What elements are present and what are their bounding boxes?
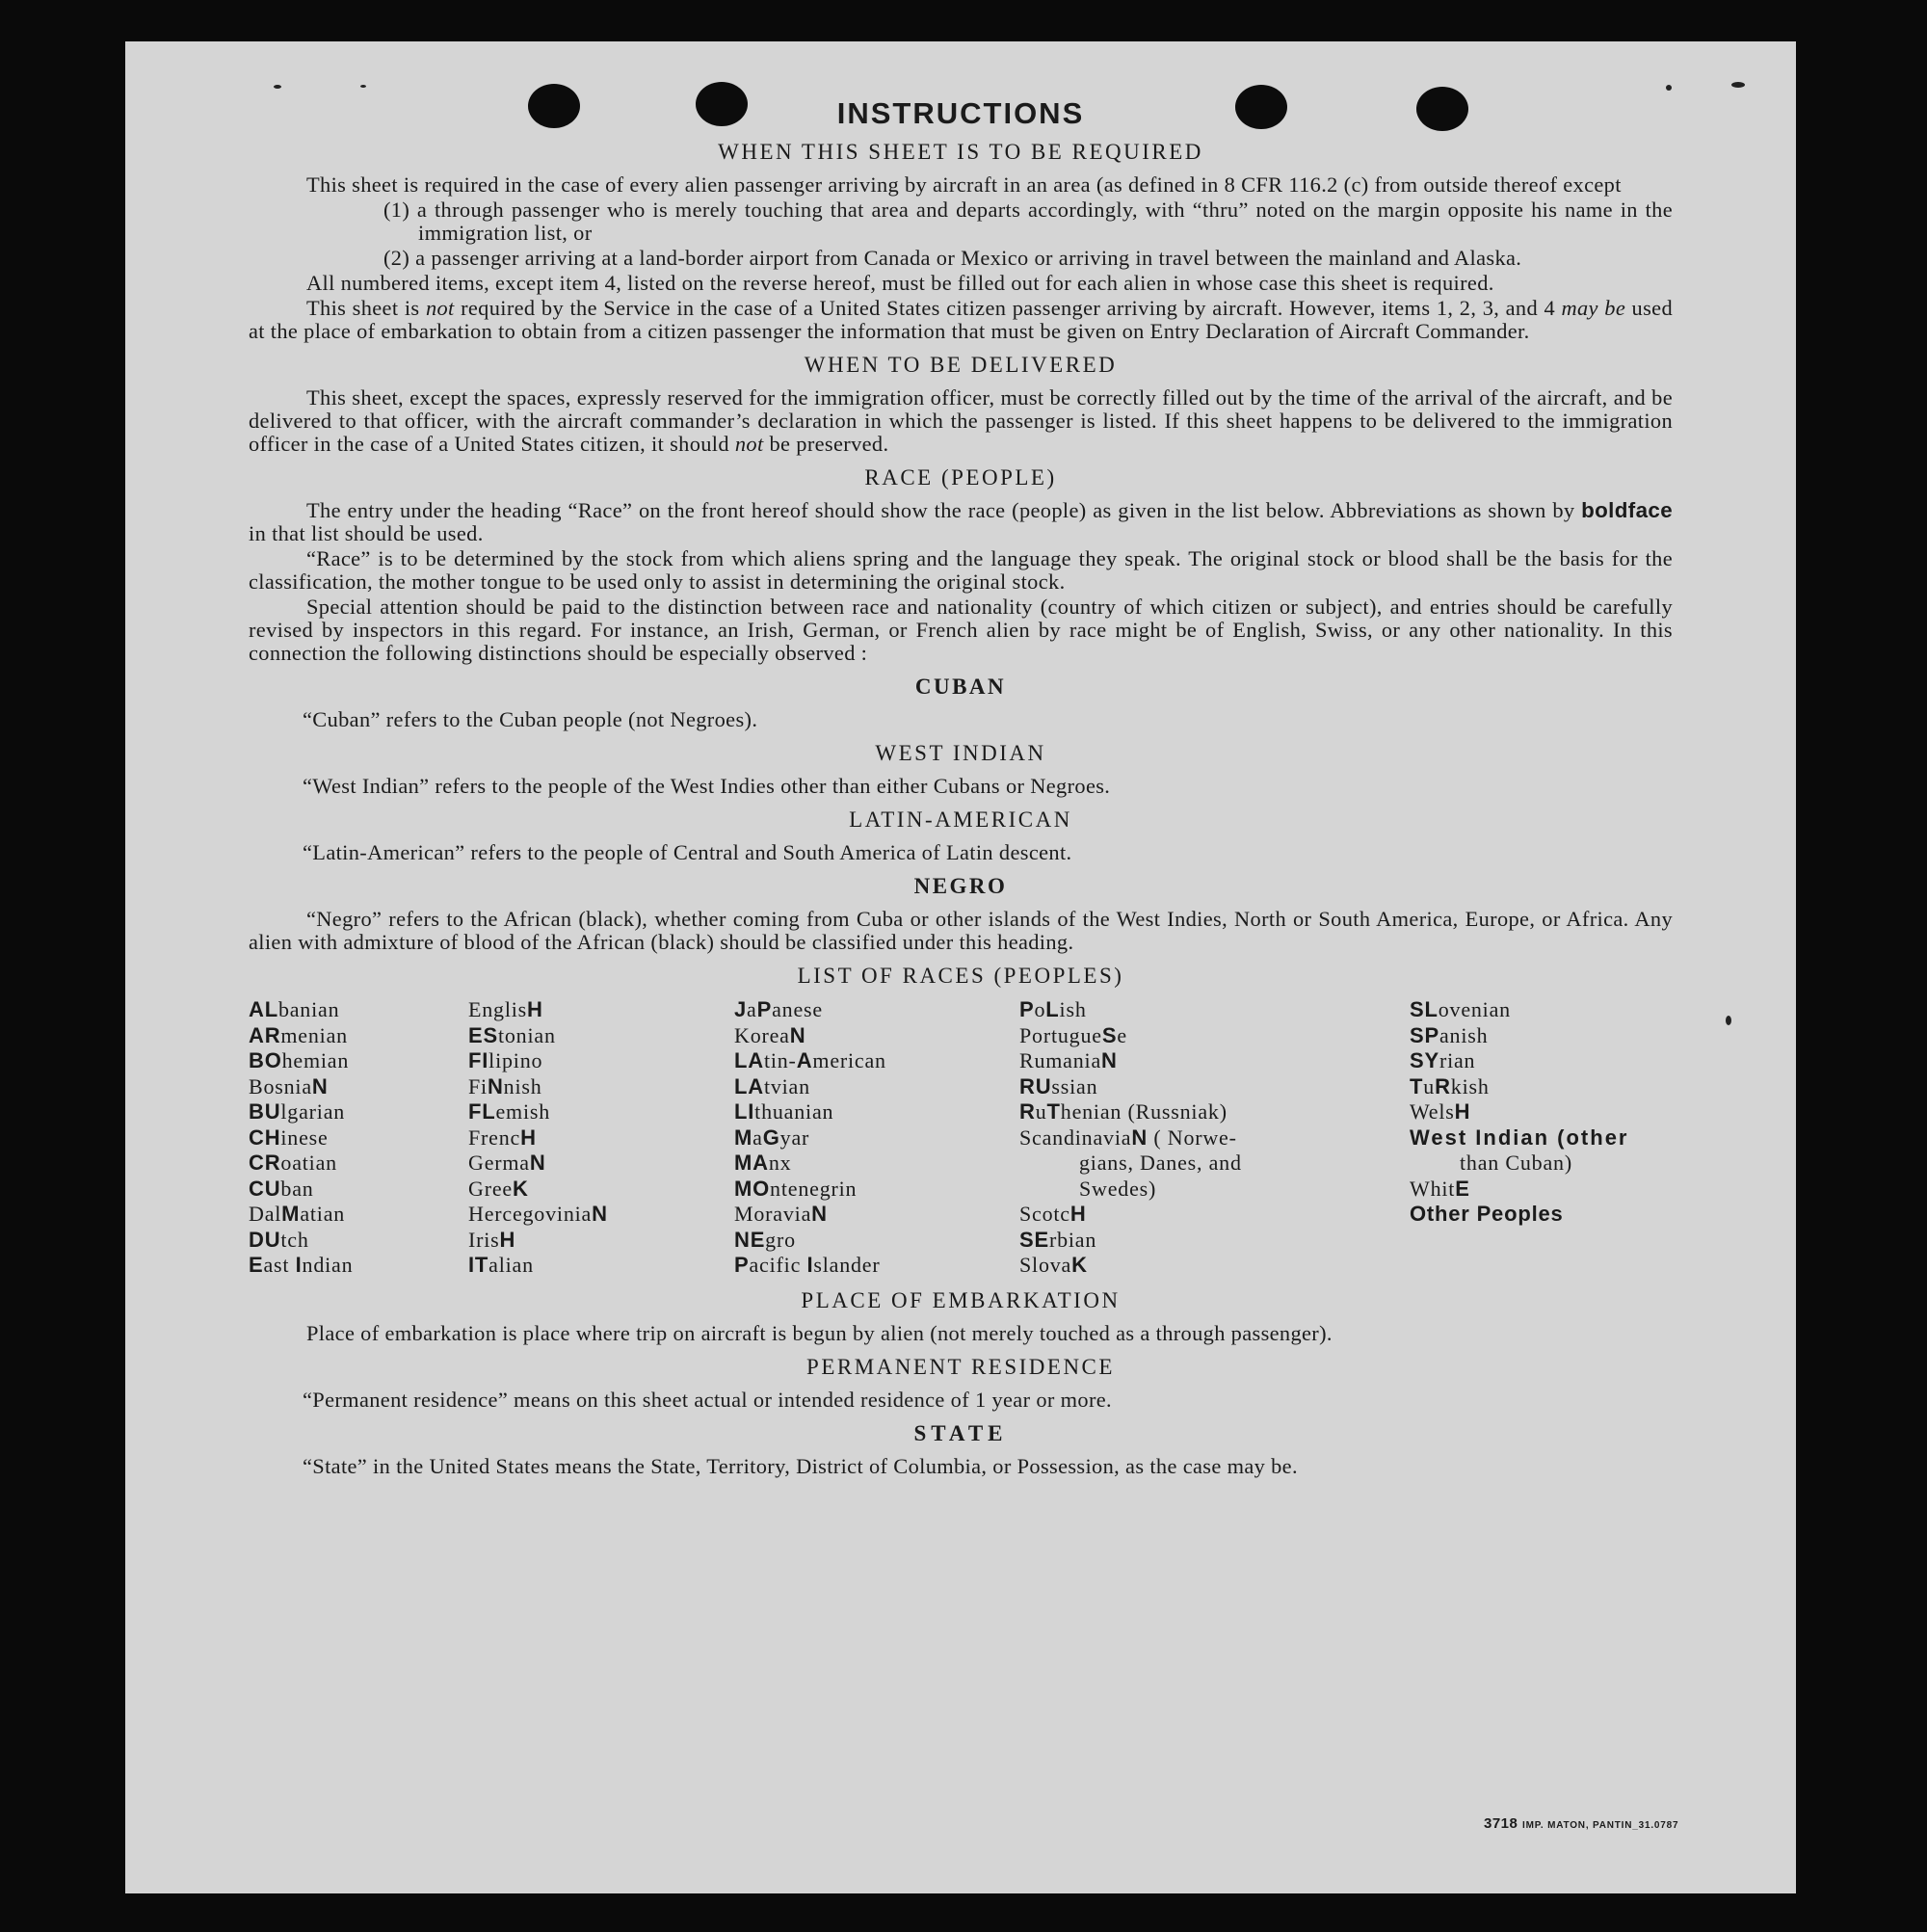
race-abbrev: P (734, 1253, 750, 1277)
race-entry (249, 997, 468, 1023)
definition-latin-american: “Latin-American” refers to the people of Central and South America of Latin descent. (303, 840, 1072, 864)
heading-list-of-races: LIST OF RACES (PEOPLES) (797, 964, 1124, 988)
paragraph (249, 272, 1673, 295)
race-text: anese (772, 997, 823, 1021)
race-entry (734, 1228, 1019, 1254)
race-abbrev: N (311, 1073, 329, 1098)
race-abbrev: L (1045, 997, 1060, 1021)
race-text: lgarian (280, 1099, 346, 1124)
race-entry (249, 1253, 468, 1279)
race-text: a (752, 1125, 763, 1150)
heading-when-required: WHEN THIS SHEET IS TO BE REQUIRED (718, 140, 1203, 164)
race-abbrev: MA (734, 1151, 769, 1175)
race-entry (468, 997, 734, 1023)
paragraph-text: Special attention should be paid to the distinction between race and nationality (country of which citizen or subject), and entries should be carefully revised by inspectors in this regard. For instance, an Irish, German, or French alien by race might be of English, Swiss, or any other nationality. In this connection the following distinctions should be especially observed : (249, 595, 1673, 665)
race-abbrev: H (527, 997, 543, 1021)
race-abbrev: M (734, 1125, 753, 1150)
race-abbrev: Other Peoples (1410, 1202, 1564, 1226)
ink-speck (1731, 82, 1745, 88)
race-abbrev: FI (468, 1048, 489, 1072)
paragraph-text: Place of embarkation is place where trip on aircraft is begun by alien (not merely touched as a through passenger). (306, 1320, 1333, 1345)
race-text: Dal (249, 1202, 282, 1226)
race-text: Scandinavia (1019, 1125, 1132, 1150)
document-sheet (125, 41, 1796, 1893)
race-text: Germa (468, 1151, 530, 1175)
race-text: o (1034, 997, 1046, 1021)
race-abbrev: CU (249, 1176, 281, 1201)
race-entry (249, 1099, 468, 1125)
race-entry (1019, 1099, 1410, 1125)
race-column (1019, 997, 1410, 1279)
paragraph-text: This sheet is (306, 296, 426, 320)
race-abbrev: G (762, 1125, 780, 1150)
race-text: emish (495, 1099, 551, 1124)
heading-when-delivered: WHEN TO BE DELIVERED (804, 353, 1118, 377)
race-abbrev: K (512, 1176, 529, 1201)
ink-speck (360, 85, 366, 88)
race-text: ntenegrin (770, 1176, 858, 1201)
race-text: alian (488, 1253, 534, 1277)
race-entry (734, 1253, 1019, 1279)
race-entry (468, 1202, 734, 1228)
race-text: ban (280, 1176, 314, 1201)
printer-name: IMP. MATON, PANTIN_31.0787 (1522, 1820, 1679, 1831)
race-text: Englis (468, 997, 528, 1021)
race-abbrev: I (295, 1253, 303, 1277)
race-text: u (1035, 1099, 1047, 1124)
race-text: oatian (280, 1151, 337, 1175)
race-entry (1410, 1023, 1673, 1049)
race-entry (249, 1023, 468, 1049)
race-entry (1410, 1099, 1673, 1125)
race-entry (468, 1151, 734, 1177)
race-entry (468, 1099, 734, 1125)
race-text: hemian (281, 1048, 350, 1072)
race-abbrev: SL (1410, 997, 1439, 1021)
race-abbrev: J (734, 997, 748, 1021)
paragraph-text: All numbered items, except item 4, listed on the reverse hereof, must be filled out for each alien in whose case this sheet is required. (306, 271, 1494, 295)
race-text: a (747, 997, 757, 1021)
race-text: Fi (468, 1073, 488, 1098)
race-abbrev: SY (1410, 1048, 1439, 1072)
race-entry (734, 1151, 1019, 1177)
race-column (1410, 997, 1673, 1279)
list-item: (1) a through passenger who is merely touching that area and departs accordingly, with “thru” noted on the margin opposite his name in the immigration list, or (383, 198, 1673, 245)
race-text: banian (277, 997, 340, 1021)
race-abbrev: AR (249, 1022, 281, 1047)
race-abbrev: N (1101, 1048, 1118, 1072)
printer-imprint (1484, 1815, 1678, 1832)
race-abbrev: T (1046, 1099, 1061, 1124)
race-abbrev: R (1435, 1073, 1451, 1098)
race-abbrev: P (1019, 997, 1035, 1021)
race-entry (734, 1023, 1019, 1049)
race-text: menian (280, 1022, 348, 1047)
definition-west-indian: “West Indian” refers to the people of the West Indies other than either Cubans or Negroes. (303, 774, 1111, 798)
heading-race: RACE (PEOPLE) (864, 465, 1057, 490)
race-text: tch (280, 1227, 309, 1252)
ink-speck (1666, 85, 1672, 91)
race-text: than Cuban) (1460, 1151, 1572, 1175)
race-entry (1410, 1151, 1673, 1177)
race-text: Korea (734, 1022, 790, 1047)
document-body (249, 97, 1673, 1480)
ink-speck (274, 85, 281, 89)
race-text: u (1423, 1073, 1436, 1098)
race-entry (249, 1048, 468, 1074)
race-entry (1019, 1151, 1410, 1177)
paragraph (249, 297, 1673, 343)
race-abbrev: AL (249, 997, 278, 1021)
race-entry (249, 1074, 468, 1100)
heading-west-indian: WEST INDIAN (875, 741, 1046, 765)
race-abbrev: H (499, 1227, 516, 1252)
race-abbrev: N (1131, 1125, 1148, 1150)
race-abbrev: MO (734, 1176, 771, 1201)
race-abbrev: IT (468, 1253, 489, 1277)
race-text: Scotc (1019, 1202, 1070, 1226)
paragraph-text: be preserved. (763, 432, 889, 456)
race-abbrev: BO (249, 1048, 282, 1072)
race-entry (1410, 1202, 1673, 1228)
race-text: Iris (468, 1227, 500, 1252)
race-text: gians, Danes, and (1079, 1151, 1242, 1175)
paragraph (249, 595, 1673, 665)
race-abbrev: BU (249, 1099, 281, 1124)
race-entry (1019, 997, 1410, 1023)
race-abbrev: SP (1410, 1022, 1439, 1047)
race-entry (468, 1177, 734, 1203)
race-text: thuanian (754, 1099, 834, 1124)
race-entry (249, 1228, 468, 1254)
race-text: ish (1059, 997, 1087, 1021)
race-abbrev: CH (249, 1125, 281, 1150)
race-abbrev: LI (734, 1099, 755, 1124)
race-text: Frenc (468, 1125, 521, 1150)
race-text: Whit (1410, 1176, 1456, 1201)
paragraph (249, 386, 1673, 456)
race-text: tvian (763, 1073, 810, 1098)
race-entry (1019, 1228, 1410, 1254)
race-abbrev: H (1454, 1099, 1471, 1124)
race-abbrev: LA (734, 1073, 764, 1098)
race-entry (734, 1125, 1019, 1151)
race-entry (1410, 1048, 1673, 1074)
form-number: 3718 (1484, 1815, 1518, 1832)
race-entry (1410, 1125, 1673, 1151)
race-text: kish (1450, 1073, 1490, 1098)
race-column (249, 997, 468, 1279)
race-abbrev: N (529, 1151, 546, 1175)
race-abbrev: SE (1019, 1227, 1049, 1252)
race-text: Bosnia (249, 1073, 312, 1098)
paragraph-text: This sheet, except the spaces, expressly reserved for the immigration officer, must be correctly filled out by the time of the arrival of the aircraft, and be delivered to that officer, with the aircraft commander’s declaration in which the passenger is listed. If this sheet happens to be delivered to the immigration officer in the case of a United States citizen, it should (249, 385, 1673, 456)
race-entry (249, 1151, 468, 1177)
paragraph-text: The entry under the heading “Race” on the front hereof should show the race (people) as given in the list below. Abbreviations as shown by (306, 498, 1582, 522)
race-text: ndian (302, 1253, 354, 1277)
paragraph (249, 1322, 1673, 1345)
race-abbrev: H (520, 1125, 537, 1150)
race-abbrev: West Indian (other (1410, 1125, 1629, 1150)
race-entry (468, 1253, 734, 1279)
race-entry (468, 1125, 734, 1151)
race-text: Rumania (1019, 1048, 1102, 1072)
race-text: rian (1439, 1048, 1476, 1072)
emphasis-not: not (425, 296, 455, 320)
race-text: tin- (763, 1048, 797, 1072)
race-entry (468, 1228, 734, 1254)
race-entry (249, 1125, 468, 1151)
race-abbrev: NE (734, 1227, 766, 1252)
race-entry (734, 997, 1019, 1023)
race-abbrev: T (1410, 1073, 1424, 1098)
race-text: e (1117, 1022, 1127, 1047)
race-text: lipino (488, 1048, 543, 1072)
heading-cuban: CUBAN (914, 675, 1007, 699)
race-entry (734, 1074, 1019, 1100)
race-abbrev: E (249, 1253, 264, 1277)
race-text: Hercegovinia (468, 1202, 593, 1226)
race-abbrev: ES (468, 1022, 498, 1047)
race-text: slander (813, 1253, 881, 1277)
race-entry (1019, 1074, 1410, 1100)
definition-permanent-residence: “Permanent residence” means on this sheet actual or intended residence of 1 year or more. (303, 1387, 1112, 1412)
race-abbrev: R (1019, 1099, 1036, 1124)
race-text: Portugue (1019, 1022, 1102, 1047)
boldface-word: boldface (1581, 498, 1673, 522)
definition-state: “State” in the United States means the State, Territory, District of Columbia, or Possession, as the case may be. (303, 1453, 1298, 1478)
race-abbrev: LA (734, 1048, 764, 1072)
paragraph-text: “Negro” refers to the African (black), whether coming from Cuba or other islands of the West Indies, North or South America, Europe, or Africa. Any alien with admixture of blood of the African (black) should be classified under this heading. (249, 907, 1673, 954)
race-text: Gree (468, 1176, 513, 1201)
race-entry (734, 1099, 1019, 1125)
race-text: Wels (1410, 1099, 1455, 1124)
race-text: Slova (1019, 1253, 1072, 1277)
race-entry (1410, 997, 1673, 1023)
race-abbrev: H (1069, 1202, 1087, 1226)
race-entry (1410, 1074, 1673, 1100)
race-entry (1019, 1023, 1410, 1049)
race-entry (468, 1023, 734, 1049)
race-entry (468, 1074, 734, 1100)
paragraph (249, 908, 1673, 954)
race-entry (734, 1177, 1019, 1203)
race-entry (1019, 1125, 1410, 1151)
list-item: (2) a passenger arriving at a land-border airport from Canada or Mexico or arriving in travel between the mainland and Alaska. (383, 246, 1522, 270)
race-entry (734, 1202, 1019, 1228)
heading-place-of-embarkation: PLACE OF EMBARKATION (801, 1287, 1121, 1312)
race-text: Moravia (734, 1202, 812, 1226)
heading-state: STATE (913, 1420, 1008, 1445)
definition-cuban: “Cuban” refers to the Cuban people (not Negroes). (303, 707, 758, 731)
race-entry (1410, 1177, 1673, 1203)
race-text: nx (768, 1151, 792, 1175)
paragraph-text: required by the Service in the case of a United States citizen passenger arriving by aircraft. However, items 1, 2, 3, and 4 (454, 296, 1562, 320)
race-text: inese (280, 1125, 329, 1150)
race-text: atian (300, 1202, 346, 1226)
race-text: tonian (497, 1022, 556, 1047)
race-text: merican (812, 1048, 886, 1072)
paragraph-text: in that list should be used. (249, 521, 484, 545)
emphasis-not: not (734, 432, 764, 456)
race-abbrev: M (281, 1202, 301, 1226)
race-abbrev: E (1455, 1176, 1470, 1201)
ink-speck (1726, 1016, 1731, 1025)
race-abbrev: N (592, 1202, 608, 1226)
race-text: acific (749, 1253, 807, 1277)
race-entry (1019, 1177, 1410, 1203)
race-column (734, 997, 1019, 1279)
race-abbrev: RU (1019, 1073, 1052, 1098)
race-list (249, 997, 1673, 1279)
paragraph (249, 499, 1673, 545)
race-text: ast (263, 1253, 296, 1277)
heading-negro: NEGRO (913, 874, 1008, 898)
race-entry (249, 1177, 468, 1203)
paragraph-text: This sheet is required in the case of every alien passenger arriving by aircraft in an area (as defined in 8 CFR 116.2 (c) from outside thereof except (306, 172, 1622, 197)
race-text: nish (503, 1073, 542, 1098)
race-abbrev: FL (468, 1099, 496, 1124)
paragraph-text: “Race” is to be determined by the stock from which aliens spring and the language they speak. The original stock or blood shall be the basis for the classification, the mother tongue to be used only to assist in determining the original stock. (249, 546, 1673, 594)
race-text: ovenian (1438, 997, 1511, 1021)
race-column (468, 997, 734, 1279)
race-text: ssian (1051, 1073, 1098, 1098)
race-abbrev: N (789, 1022, 806, 1047)
emphasis-may-be: may be (1561, 296, 1626, 320)
race-text: rbian (1048, 1227, 1097, 1252)
race-abbrev: DU (249, 1227, 281, 1252)
race-text: anish (1439, 1022, 1489, 1047)
page-title: INSTRUCTIONS (836, 96, 1085, 130)
race-entry (1019, 1253, 1410, 1279)
race-entry (468, 1048, 734, 1074)
race-entry (249, 1202, 468, 1228)
race-abbrev: N (811, 1202, 828, 1226)
race-abbrev: K (1071, 1253, 1088, 1277)
race-text: Swedes) (1079, 1176, 1157, 1201)
race-text: yar (779, 1125, 810, 1150)
race-abbrev: P (756, 997, 773, 1021)
race-entry (1019, 1202, 1410, 1228)
paragraph-text: used at the place of embarkation to obtain from a citizen passenger the information that must be given on Entry Declaration of Aircraft Commander. (249, 296, 1673, 343)
race-abbrev: CR (249, 1151, 281, 1175)
race-text: gro (765, 1227, 796, 1252)
race-text: ( Norwe- (1148, 1125, 1237, 1150)
heading-latin-american: LATIN-AMERICAN (849, 807, 1072, 832)
paragraph (249, 173, 1673, 197)
race-abbrev: A (796, 1048, 813, 1072)
race-abbrev: I (806, 1253, 814, 1277)
race-entry (1019, 1048, 1410, 1074)
race-text: henian (Russniak) (1060, 1099, 1227, 1124)
paragraph (249, 547, 1673, 594)
heading-permanent-residence: PERMANENT RESIDENCE (806, 1354, 1115, 1379)
race-abbrev: S (1101, 1022, 1118, 1047)
race-abbrev: N (487, 1073, 504, 1098)
race-entry (734, 1048, 1019, 1074)
